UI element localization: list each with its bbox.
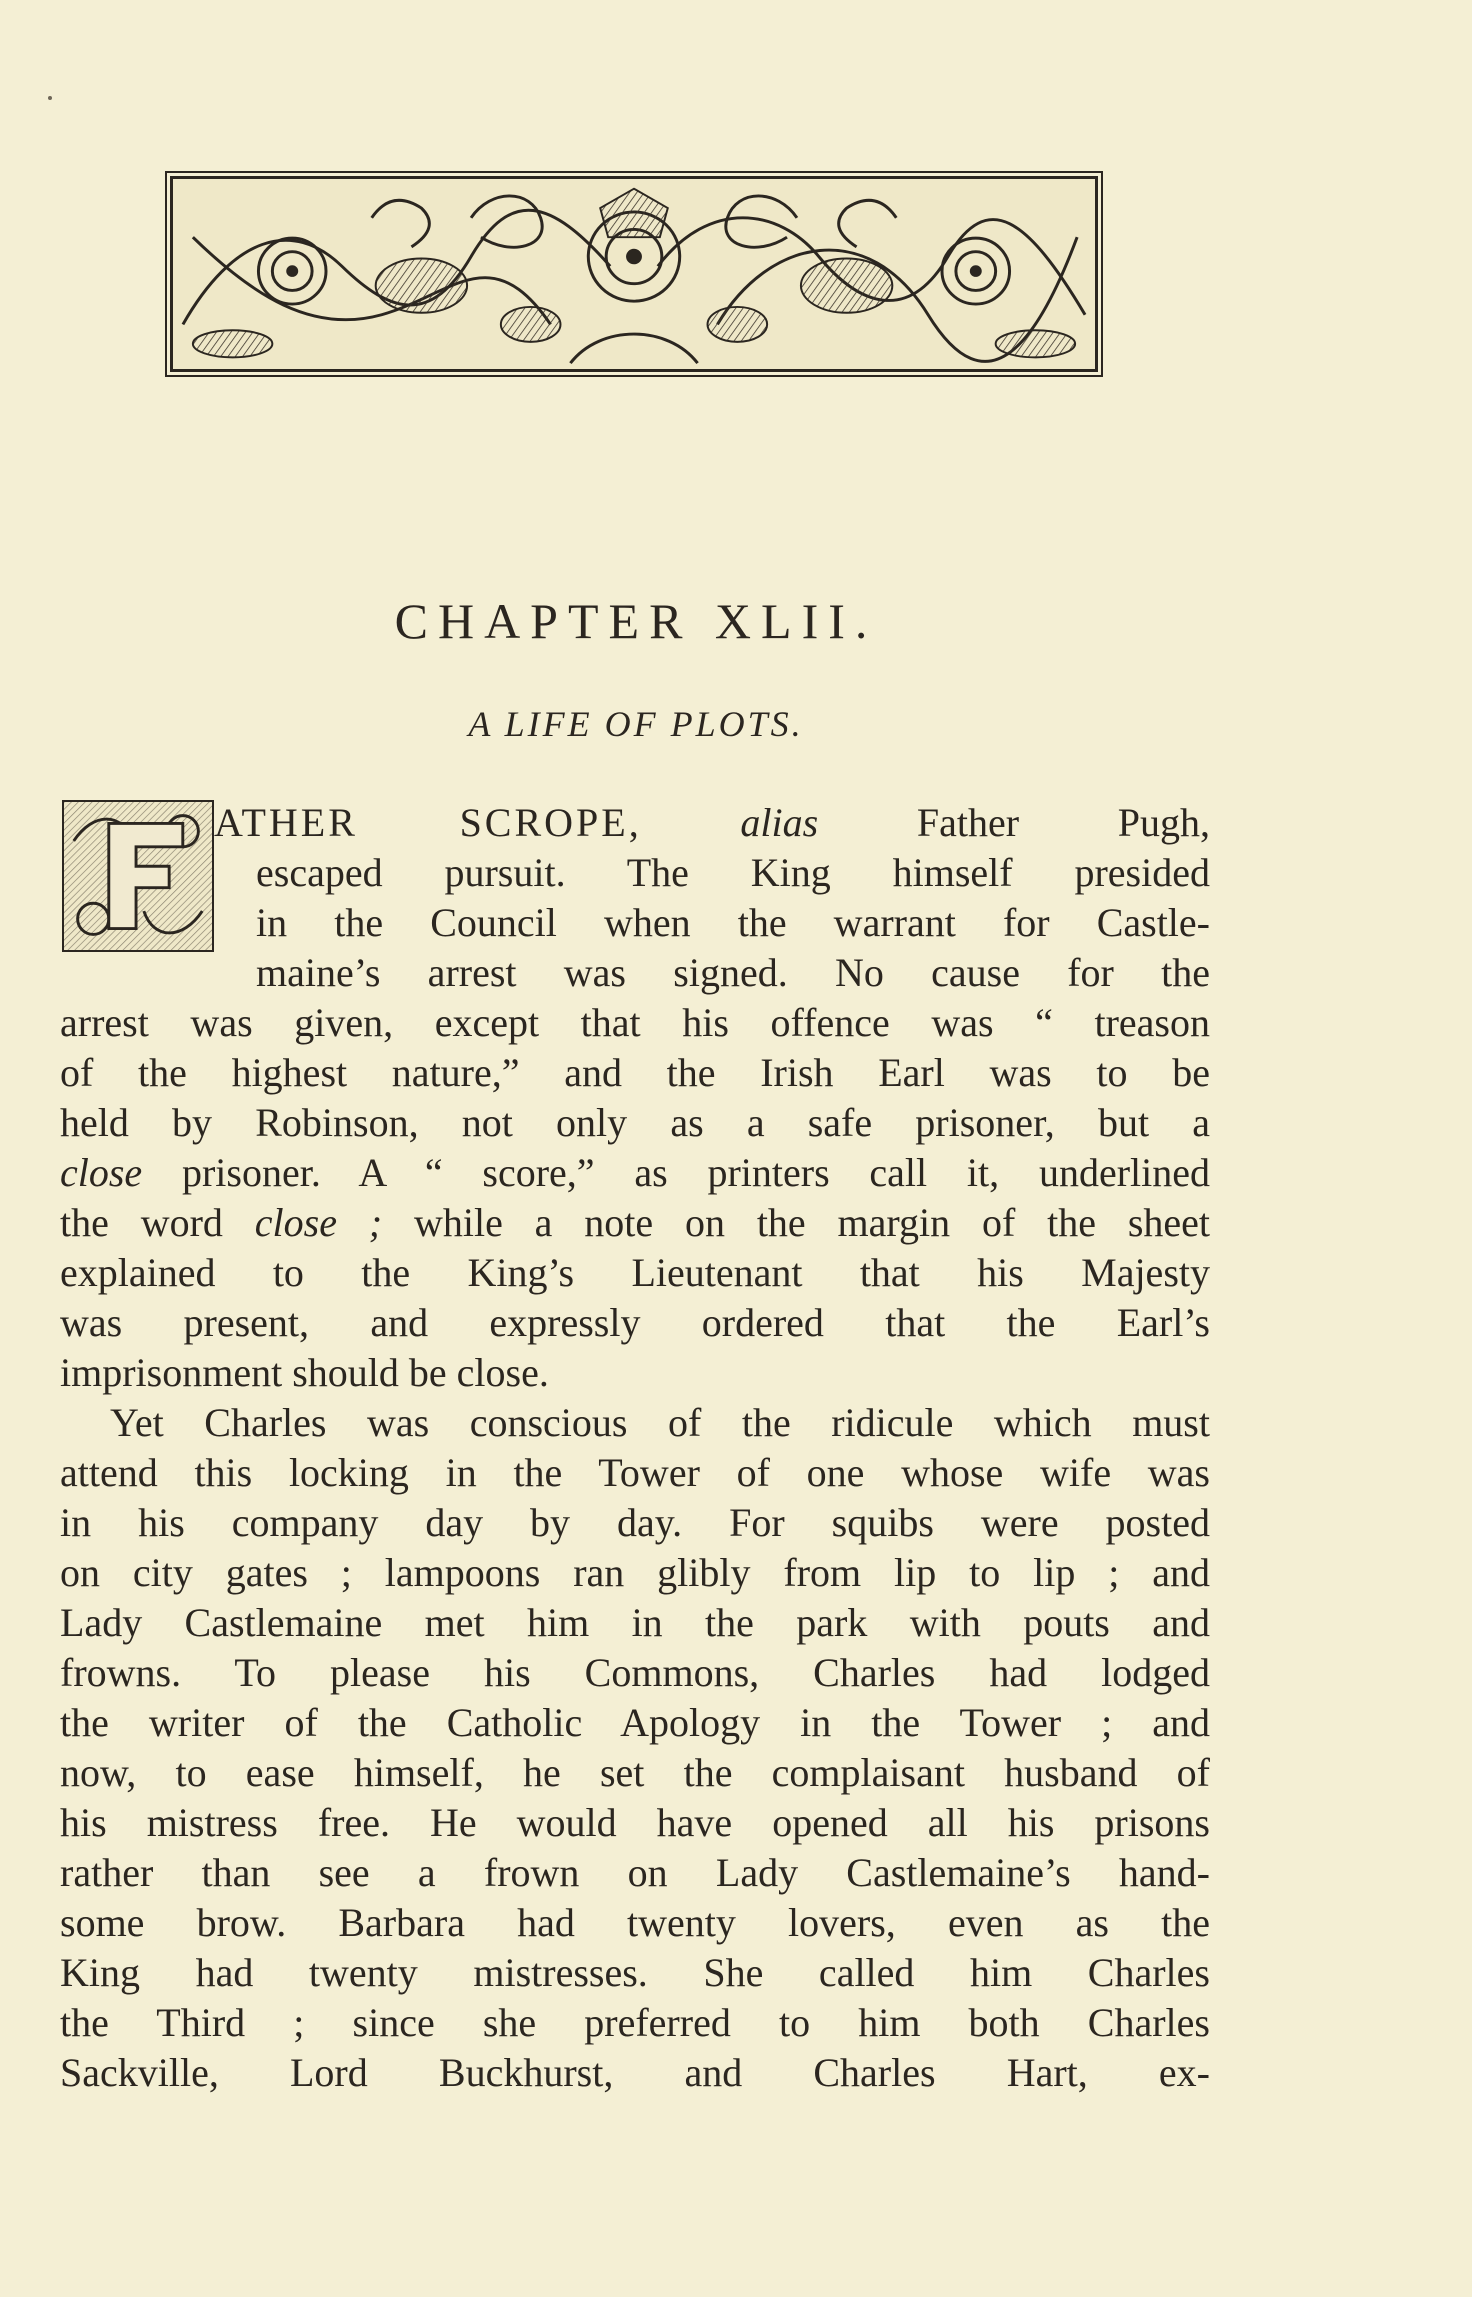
ornamental-headpiece bbox=[170, 176, 1098, 372]
text-line-18: frowns. To please his Commons, Charles had lodged bbox=[60, 1650, 1210, 1695]
text-line-16: on city gates ; lampoons ran glibly from lip to lip ; and bbox=[60, 1550, 1210, 1595]
text-line-20: now, to ease himself, he set the complaisant husband of bbox=[60, 1750, 1210, 1795]
text-line-7: held by Robinson, not only as a safe prisoner, but a bbox=[60, 1100, 1210, 1145]
text-line-5: arrest was given, except that his offence was “ treason bbox=[60, 1000, 1210, 1045]
text-line-1: ATHER SCROPE, alias Father Pugh, bbox=[214, 800, 1211, 845]
text-line-9: the word close ; while a note on the margin of the sheet bbox=[60, 1200, 1211, 1245]
text-line-12: imprisonment should be close. bbox=[60, 1350, 549, 1395]
text-line-13: Yet Charles was conscious of the ridicule which must bbox=[110, 1400, 1210, 1445]
text-line-11: was present, and expressly ordered that the Earl’s bbox=[60, 1300, 1210, 1345]
text-line-21: his mistress free. He would have opened all his prisons bbox=[60, 1800, 1210, 1845]
drop-cap-f-icon bbox=[64, 802, 212, 950]
text-line-19: the writer of the Catholic Apology in the Tower ; and bbox=[60, 1700, 1210, 1745]
text-line-15: in his company day by day. For squibs were posted bbox=[60, 1500, 1210, 1545]
ornamental-drop-cap-f bbox=[62, 800, 214, 952]
page-speck bbox=[48, 96, 52, 100]
text-line-10: explained to the King’s Lieutenant that his Majesty bbox=[60, 1250, 1210, 1295]
text-line-3: in the Council when the warrant for Castle- bbox=[256, 900, 1210, 945]
text-line-14: attend this locking in the Tower of one whose wife was bbox=[60, 1450, 1210, 1495]
text-line-4: maine’s arrest was signed. No cause for the bbox=[256, 950, 1210, 995]
chapter-number: CHAPTER XLII. bbox=[394, 593, 878, 649]
text-line-25: the Third ; since she preferred to him both Charles bbox=[60, 2000, 1210, 2045]
chapter-title: A LIFE OF PLOTS. bbox=[468, 704, 804, 744]
text-line-8: close prisoner. A “ score,” as printers call it, underlined bbox=[60, 1150, 1210, 1195]
headpiece-ornament-icon bbox=[173, 179, 1095, 369]
text-line-23: some brow. Barbara had twenty lovers, even as the bbox=[60, 1900, 1210, 1945]
text-line-2: escaped pursuit. The King himself presided bbox=[256, 850, 1210, 895]
text-line-26: Sackville, Lord Buckhurst, and Charles Hart, ex- bbox=[60, 2050, 1210, 2095]
text-line-24: King had twenty mistresses. She called him Charles bbox=[60, 1950, 1210, 1995]
text-line-17: Lady Castlemaine met him in the park with pouts and bbox=[60, 1600, 1210, 1645]
text-line-22: rather than see a frown on Lady Castlemaine’s hand- bbox=[60, 1850, 1210, 1895]
text-line-6: of the highest nature,” and the Irish Earl was to be bbox=[60, 1050, 1210, 1095]
